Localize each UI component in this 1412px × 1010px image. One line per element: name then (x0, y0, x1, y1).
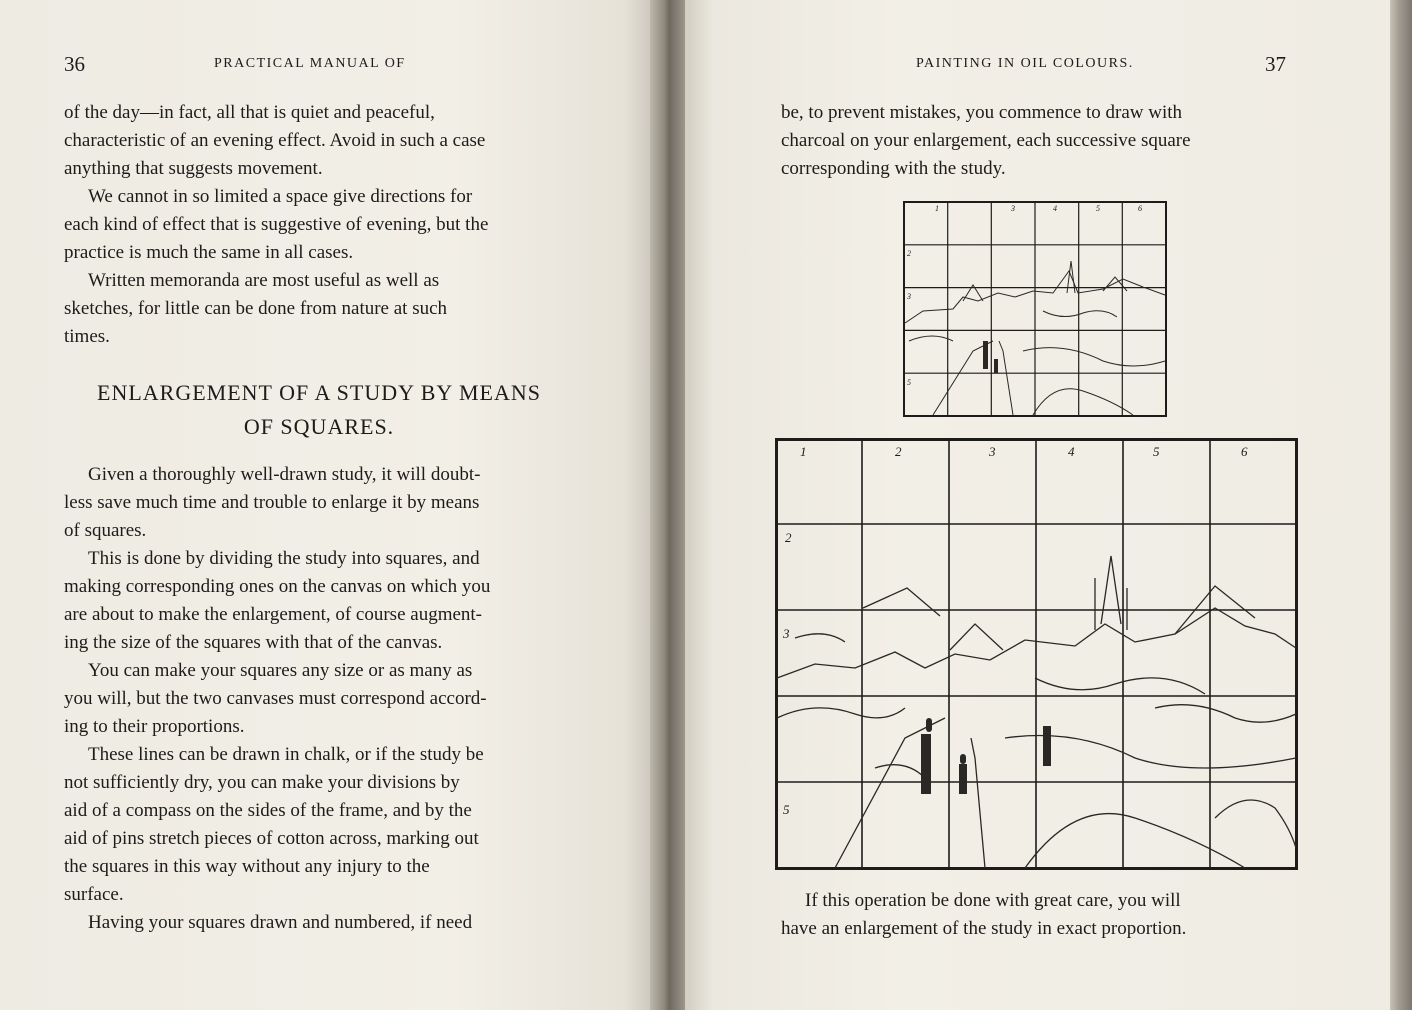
right-text-top (781, 99, 1287, 183)
left-running-head: PRACTICAL MANUAL OF (214, 56, 406, 71)
large-grid-top-number: 1 (800, 444, 807, 459)
right-running-head: PAINTING IN OIL COLOURS. (916, 56, 1134, 71)
book-gutter (650, 0, 685, 1010)
large-grid-top-number: 2 (895, 444, 902, 459)
paragraph: Written memoranda are most useful as well as sketches, for little can be done from nature at such times. (64, 270, 448, 347)
paragraph: be, to prevent mistakes, you commence to draw with charcoal on your enlargement, each successive square corresponding with the study. (781, 102, 1191, 179)
large-grid-top-number: 6 (1241, 444, 1248, 459)
paragraph: of the day—in fact, all that is quiet and peaceful, characteristic of an evening effect. Avoid in such a case anything that suggests movement. (64, 102, 486, 179)
paragraph: Having your squares drawn and numbered, if need (88, 912, 473, 933)
small-study-figure (903, 201, 1167, 417)
small-grid-top-number: 3 (1011, 204, 1015, 213)
large-grid-side-number: 2 (785, 530, 792, 545)
large-enlargement-figure (775, 438, 1298, 870)
right-page-number: 37 (1265, 52, 1286, 76)
large-grid-top-number: 3 (989, 444, 996, 459)
page-edge (1390, 0, 1412, 1010)
large-grid-side-number: 5 (783, 802, 790, 817)
small-grid-top-number: 1 (935, 204, 939, 213)
small-grid-top-number: 6 (1138, 204, 1142, 213)
left-text-bottom (64, 461, 572, 937)
left-page-number: 36 (64, 52, 85, 76)
small-grid-top-number: 5 (1096, 204, 1100, 213)
paragraph: This is done by dividing the study into squares, and making corresponding ones on the canvas on which you are about to make the enlargement, of course augment- ing the size of the squares with that of the canvas. (64, 548, 491, 653)
paragraph: If this operation be done with great care, you will have an enlargement of the study in exact proportion. (781, 890, 1187, 939)
paragraph: Given a thoroughly well-drawn study, it will doubt- less save much time and trouble to enlarge it by means of squares. (64, 464, 481, 541)
large-grid-side-number: 3 (783, 626, 790, 641)
large-grid-top-number: 4 (1068, 444, 1075, 459)
paragraph: We cannot in so limited a space give directions for each kind of effect that is suggestive of evening, but the practice is much the same in all cases. (64, 186, 489, 263)
right-text-bottom (781, 887, 1287, 943)
section-heading: ENLARGEMENT OF A STUDY BY MEANS OF SQUARES. (97, 380, 541, 439)
small-grid-side-number: 2 (907, 249, 911, 258)
paragraph: You can make your squares any size or as many as you will, but the two canvases must correspond accord- ing to their proportions. (64, 660, 487, 737)
large-grid-top-number: 5 (1153, 444, 1160, 459)
small-grid-top-number: 4 (1053, 204, 1057, 213)
left-text-top (64, 99, 572, 351)
paragraph: These lines can be drawn in chalk, or if the study be not sufficiently dry, you can make your divisions by aid of a compass on the sides of the frame, and by the aid of pins stretch pieces of cotton across, marking out the squares in this way without any injury to the surface. (64, 744, 484, 905)
small-grid-side-number: 5 (907, 378, 911, 387)
small-grid-side-number: 3 (907, 292, 911, 301)
